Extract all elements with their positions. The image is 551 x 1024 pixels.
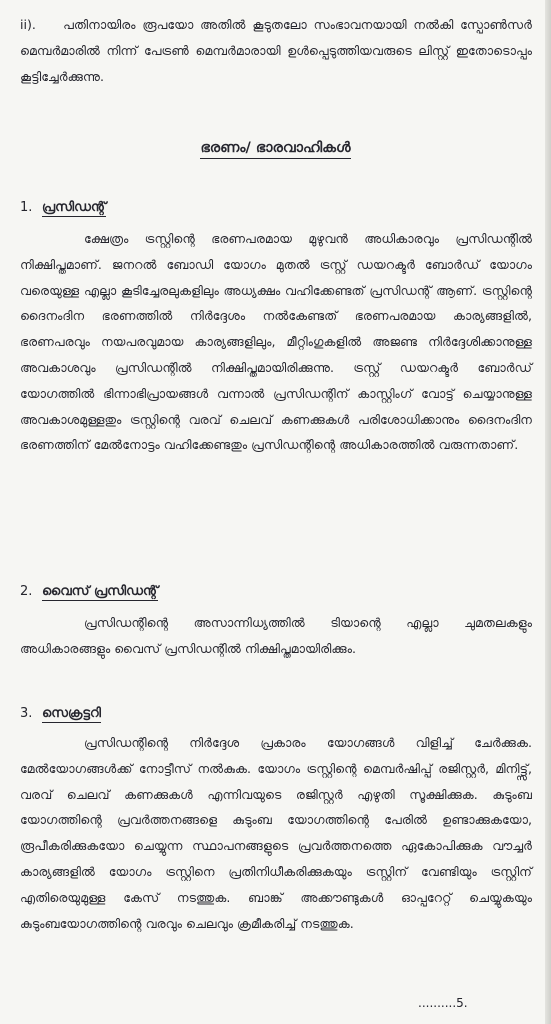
intro-marker: ii). <box>20 17 36 32</box>
section-text-president: ക്ഷേത്രം ട്രസ്റ്റിന്റെ ഭരണപരമായ മുഴുവൻ അധികാരവും പ്രസിഡന്റിൽ നിക്ഷിപ്തമാണ്. ജനറൽ ബോഡി യോഗം മുതൽ ട്രസ്റ്റ് ഡയറക്ടർ ബോർഡ് യോഗം വരെയുള്ള എല്ലാ കൂടിച്ചേരലുകളിലും അധ്യക്ഷം വഹിക്കേണ്ടത് പ്രസിഡന്റ് ആണ്. ട്രസ്റ്റിന്റെ ദൈനംദിന ഭരണത്തിൽ നിർദ്ദേശം നൽകേണ്ടത് ഭരണപരമായ കാര്യങ്ങളിൽ, ഭരണപരവും നയപരവുമായ കാര്യങ്ങളിലും, മീറ്റിംഗുകളിൽ അജണ്ട നിർദ്ദേശിക്കാനുള്ള അവകാശവും പ്രസിഡന്റിൽ നിക്ഷിപ്തമായിരിക്കുന്നു. ട്രസ്റ്റ് ഡയറക്ടർ ബോർഡ് യോഗത്തിൽ ഭിന്നാഭിപ്രായങ്ങൾ വന്നാൽ പ്രസിഡന്റിന് കാസ്റ്റിംഗ് വോട്ട് ചെയ്യാനുള്ള അവകാശമുള്ളതും ട്രസ്റ്റിന്റെ വരവ് ചെലവ് കണക്കുകൾ പരിശോധിക്കാനും ദൈനംദിന ഭരണത്തിന് മേൽനോട്ടം വഹിക്കേണ്ടതും പ്രസിഡന്റിന്റെ അധികാരത്തിൽ വരുന്നതാണ്. <box>20 231 532 453</box>
section-heading-secretary <box>20 706 101 721</box>
intro-text: പതിനായിരം രൂപയോ അതിൽ കൂടുതലോ സംഭാവനയായി നൽകി സ്പോൺസർ മെമ്പർമാരിൽ നിന്ന് പേട്രൺ മെമ്പർമാരായി ഉൾപ്പെടുത്തിയവരുടെ ലിസ്റ്റ് ഇതോടൊപ്പം കൂട്ടിച്ചേർക്കുന്നു. <box>20 17 533 84</box>
section-number: 2. <box>20 584 33 599</box>
main-heading: ഭരണം/ ഭാരവാഹികൾ <box>0 140 551 156</box>
section-heading-vice-president <box>20 584 158 599</box>
section-title: പ്രസിഡന്റ് <box>42 200 107 215</box>
scan-edge <box>545 0 551 1024</box>
section-text-vice-president: പ്രസിഡന്റിന്റെ അസാന്നിധ്യത്തിൽ ടിയാന്റെ എല്ലാ ചുമതലകളും അധികാരങ്ങളും വൈസ് പ്രസിഡന്റിൽ നിക്ഷിപ്തമായിരിക്കും. <box>20 615 532 656</box>
section-title: വൈസ് പ്രസിഡന്റ് <box>42 584 159 599</box>
intro-paragraph <box>20 12 532 89</box>
section-number: 3. <box>20 706 33 721</box>
page-number: ..........5. <box>418 996 468 1010</box>
section-title: സെക്രട്ടറി <box>42 706 101 721</box>
section-text-secretary: പ്രസിഡന്റിന്റെ നിർദ്ദേശ പ്രകാരം യോഗങ്ങൾ വിളിച്ച് ചേർക്കുക. മേൽയോഗങ്ങൾക്ക് നോട്ടീസ് നൽകുക. യോഗം ട്രസ്റ്റിന്റെ മെമ്പർഷിപ്പ് രജിസ്റ്റർ, മിനിട്ട്സ്, വരവ് ചെലവ് കണക്കുകൾ എന്നിവയുടെ രജിസ്റ്റർ എഴുതി സൂക്ഷിക്കുക. കുടുംബ യോഗത്തിന്റെ പ്രവർത്തനങ്ങളെ കുടുംബ യോഗത്തിന്റെ പേരിൽ ഉണ്ടാക്കുകയോ, രൂപീകരിക്കുകയോ ചെയ്യുന്ന സ്ഥാപനങ്ങളുടെ പ്രവർത്തനത്തെ ഏകോപിക്കുക വൗച്ചർ കാര്യങ്ങളിൽ യോഗം ട്രസ്റ്റിനെ പ്രതിനിധീകരിക്കുകയും ട്രസ്റ്റിന് വേണ്ടിയും ട്രസ്റ്റിന് എതിരെയുമുള്ള കേസ് നടത്തുക. ബാങ്ക് അക്കൗണ്ടുകൾ ഓപ്പറേറ്റ് ചെയ്യുകയും കുടുംബയോഗത്തിന്റെ വരവും ചെലവും ക്രമീകരിച്ച് നടത്തുക. <box>20 735 532 931</box>
section-number: 1. <box>20 200 33 215</box>
section-heading-president <box>20 200 106 215</box>
